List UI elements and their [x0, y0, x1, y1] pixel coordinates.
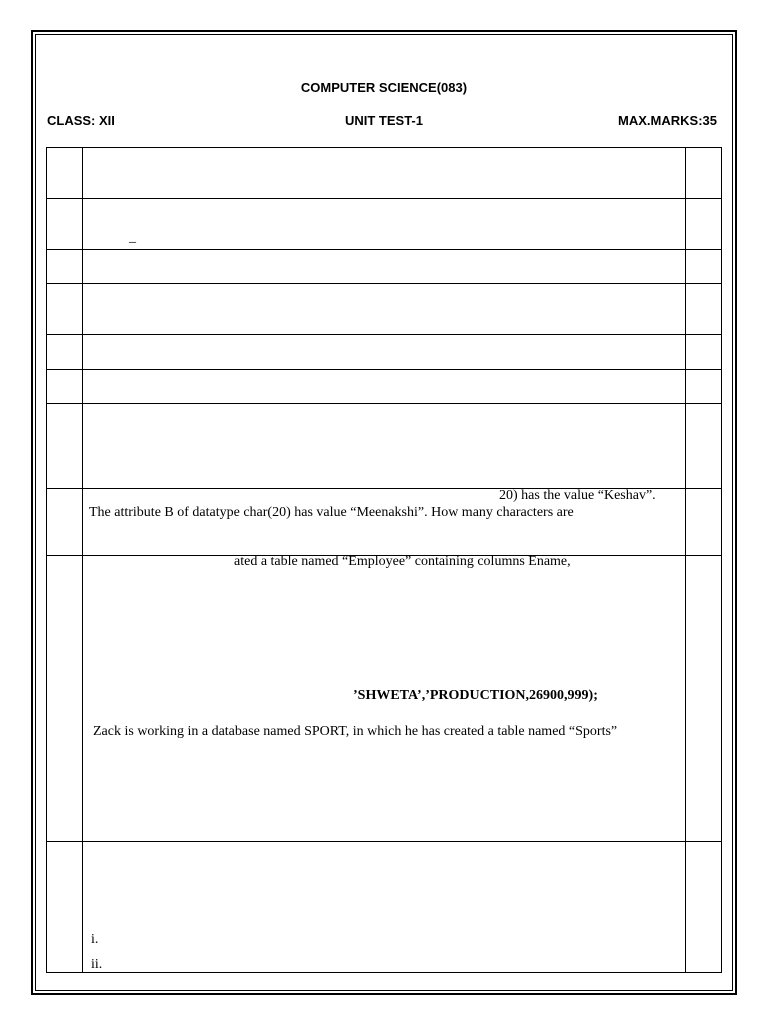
- question-row-5: [47, 334, 721, 369]
- question-text: ated a table named “Employee” containing columns Ename,: [234, 554, 571, 569]
- question-row-9: [47, 555, 721, 841]
- question-row-4: [47, 283, 721, 334]
- question-row-1: [47, 147, 721, 198]
- question-table: [46, 147, 722, 973]
- question-row-7: [47, 403, 721, 488]
- subquestion-label: ii.: [91, 957, 103, 972]
- question-row-3: [47, 249, 721, 283]
- blank-underscore: _: [129, 230, 136, 245]
- document-title: COMPUTER SCIENCE(083): [300, 80, 468, 95]
- max-marks-label: MAX.MARKS:35: [618, 113, 717, 128]
- question-row-10: [47, 841, 721, 973]
- sql-values: ’SHWETA’,’PRODUCTION,26900,999);: [353, 688, 598, 703]
- question-row-2: [47, 198, 721, 249]
- question-row-6: [47, 369, 721, 403]
- question-text: Zack is working in a database named SPORT, in which he has created a table named “Sports”: [93, 724, 618, 739]
- question-row-8: [47, 488, 721, 555]
- subquestion-label: i.: [91, 932, 99, 947]
- class-label: CLASS: XII: [47, 113, 115, 128]
- test-label: UNIT TEST-1: [344, 113, 423, 128]
- question-text: The attribute B of datatype char(20) has value “Meenakshi”. How many characters are: [89, 505, 574, 520]
- question-text: 20) has the value “Keshav”.: [499, 488, 656, 503]
